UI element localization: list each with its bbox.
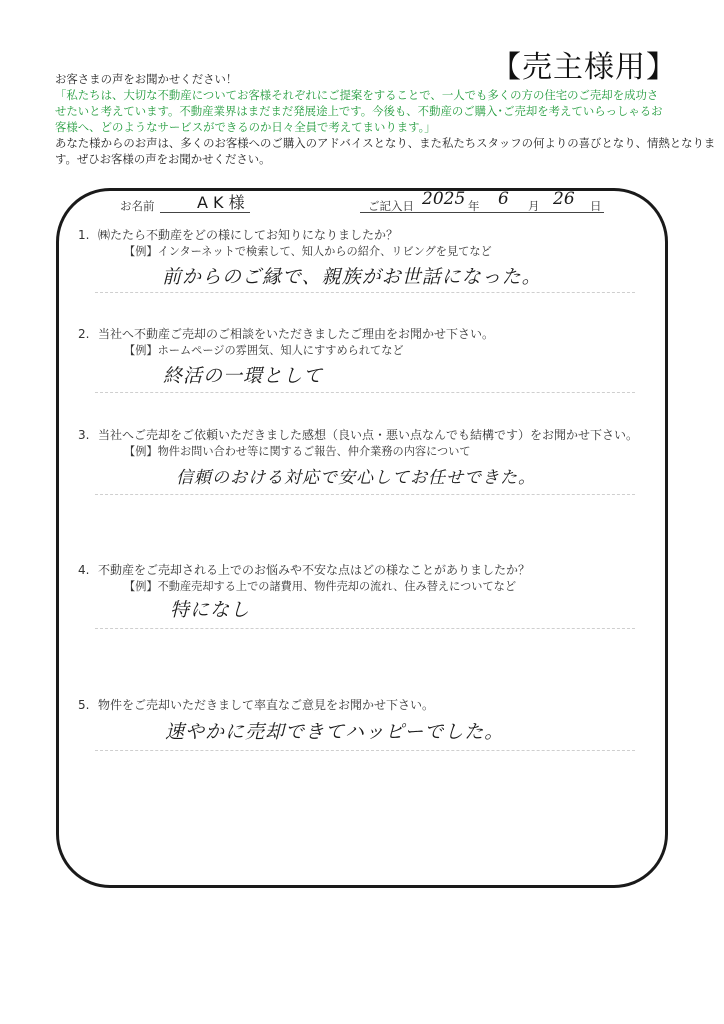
answer-rule (95, 750, 635, 751)
answer-rule (95, 628, 635, 629)
intro-request-line: す。ぜひお客様の声をお聞かせください。 (55, 152, 271, 166)
date-month: 6 (498, 189, 509, 209)
name-value: A K 様 (197, 193, 245, 212)
intro-request-line: あなた様からのお声は、多くのお客様へのご購入のアドバイスとなり、また私たちスタッフの何よりの喜びとなり、情熱となりま (55, 136, 716, 150)
question-3 (78, 426, 638, 443)
answer-rule (95, 494, 635, 495)
date-label: ご記入日 (368, 199, 414, 213)
question-text: 物件をご売却いただきまして率直なご意見をお聞かせ下さい。 (98, 698, 435, 712)
intro-line: お客さまの声をお聞かせください！ (55, 72, 238, 86)
answer-3: 信頼のおける対応で安心してお任せできた。 (176, 468, 536, 488)
answer-1: 前からのご縁で、親族がお世話になった。 (162, 266, 542, 288)
question-number: 4. (78, 563, 90, 577)
name-label: お名前 (120, 199, 155, 213)
question-1-example: 【例】インターネットで検索して、知人からの紹介、リビングを見てなど (124, 245, 492, 258)
date-year-suffix: 年 (468, 199, 480, 213)
question-1 (78, 226, 398, 243)
question-text: 当社へご売却をご依頼いただきました感想（良い点・悪い点なんでも結構です）をお聞かせ下さい。 (98, 428, 639, 442)
page-title: 【売主様用】 (491, 50, 677, 85)
question-text: 不動産をご売却される上でのお悩みや不安な点はどの様なことがありましたか？ (98, 563, 531, 577)
question-number: 2. (78, 327, 90, 341)
answer-rule (95, 392, 635, 393)
date-year: 2025 (422, 189, 466, 209)
question-5 (78, 696, 434, 713)
date-day: 26 (553, 189, 575, 209)
intro-mission-line: 客様へ、どのようなサービスができるのか日々全員で考えてまいります。」 (55, 120, 436, 134)
answer-rule (95, 292, 635, 293)
intro-mission-line: 「私たちは、大切な不動産についてお客様それぞれにご提案をすることで、一人でも多くの方の住宅のご売却を成功さ (55, 88, 659, 102)
answer-2: 終活の一環として (163, 365, 324, 387)
question-2 (78, 325, 494, 342)
date-month-suffix: 月 (528, 199, 540, 213)
question-3-example: 【例】物件お問い合わせ等に関するご報告、仲介業務の内容について (124, 445, 471, 458)
intro-mission-line: せたいと考えています。不動産業界はまだまだ発展途上です。今後も、不動産のご購入･ご売却を考えていらっしゃるお (55, 104, 663, 118)
answer-4: 特になし (170, 599, 251, 621)
questionnaire-frame (56, 188, 668, 888)
name-underline (160, 212, 250, 213)
question-number: 5. (78, 698, 90, 712)
date-day-suffix: 日 (590, 199, 602, 213)
date-underline (360, 212, 604, 213)
question-text: 当社へ不動産ご売却のご相談をいただきましたご理由をお聞かせ下さい。 (98, 327, 495, 341)
question-4-example: 【例】不動産売却する上での諸費用、物件売却の流れ、住み替えについてなど (124, 580, 517, 593)
question-2-example: 【例】ホームページの雰囲気、知人にすすめられてなど (124, 344, 404, 357)
question-number: 1. (78, 228, 90, 242)
question-text: ㈱たたら不動産をどの様にしてお知りになりましたか？ (98, 228, 399, 242)
question-4 (78, 561, 530, 578)
answer-5: 速やかに売却できてハッピーでした。 (165, 721, 505, 743)
question-number: 3. (78, 428, 90, 442)
intro-text (55, 71, 716, 167)
